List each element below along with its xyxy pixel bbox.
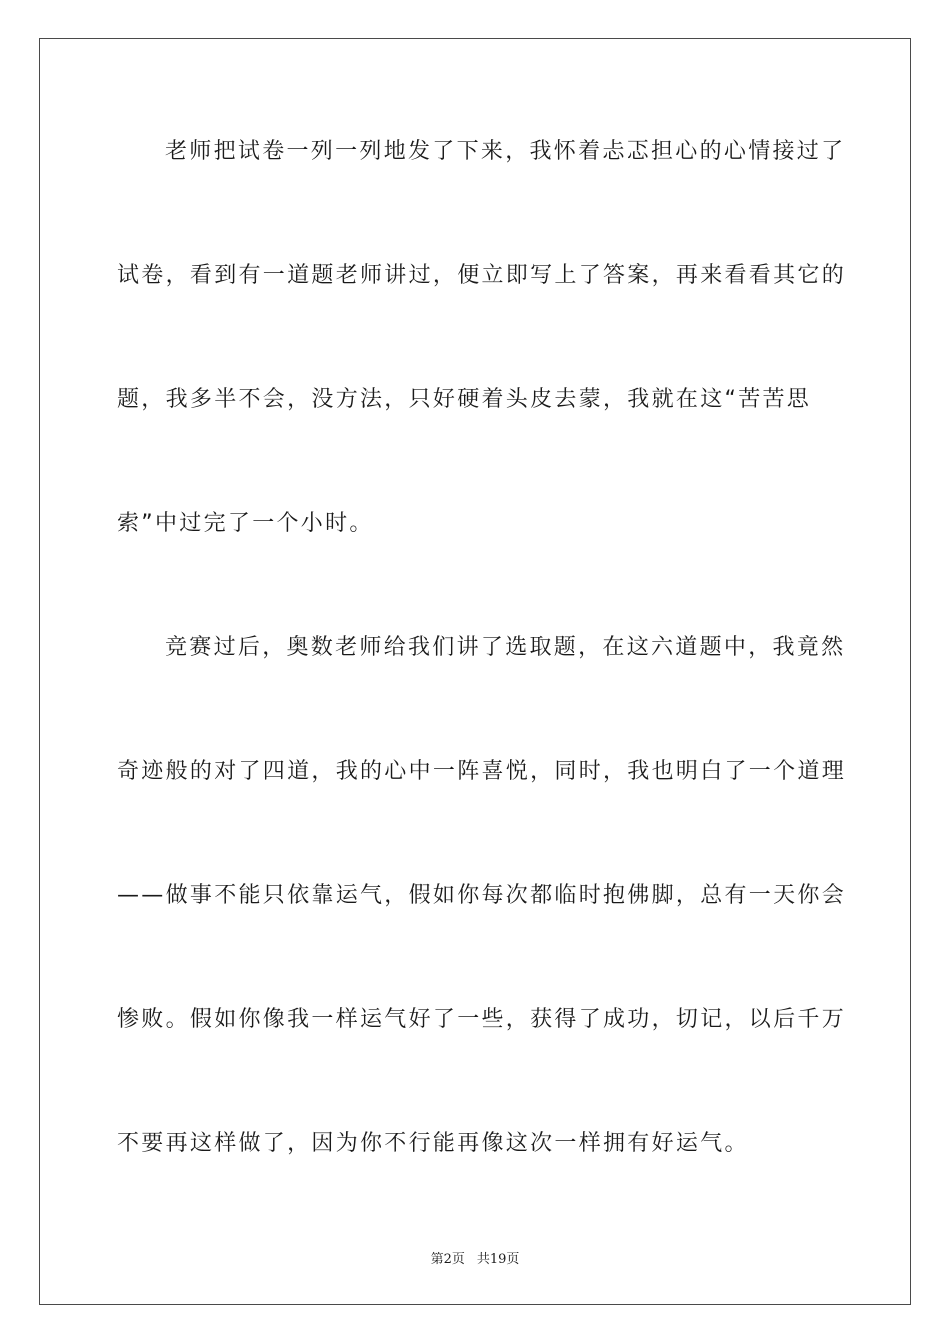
paragraph-2-line-3: ——做事不能只依靠运气，假如你每次都临时抱佛脚，总有一天你会 — [117, 883, 847, 908]
paragraph-1-line-4: 索”中过完了一个小时。 — [117, 511, 374, 536]
paragraph-1-line-1: 老师把试卷一列一列地发了下来，我怀着忐忑担心的心情接过了 — [165, 139, 846, 164]
total-pages: 共19页 — [476, 1252, 520, 1267]
paragraph-1-line-3: 题，我多半不会，没方法，只好硬着头皮去蒙，我就在这“苦苦思 — [117, 387, 812, 412]
page-number: 第2页 — [430, 1252, 465, 1267]
page-footer — [0, 1248, 950, 1267]
paragraph-2-line-5: 不要再这样做了，因为你不行能再像这次一样拥有好运气。 — [117, 1131, 749, 1156]
paragraph-2-line-2: 奇迹般的对了四道，我的心中一阵喜悦，同时，我也明白了一个道理 — [117, 759, 847, 784]
paragraph-2-line-1: 竞赛过后，奥数老师给我们讲了选取题，在这六道题中，我竟然 — [165, 635, 846, 660]
paragraph-1-line-2: 试卷，看到有一道题老师讲过，便立即写上了答案，再来看看其它的 — [117, 263, 847, 288]
page-frame — [39, 38, 911, 1305]
paragraph-2-line-4: 惨败。假如你像我一样运气好了一些，获得了成功，切记，以后千万 — [117, 1007, 847, 1032]
